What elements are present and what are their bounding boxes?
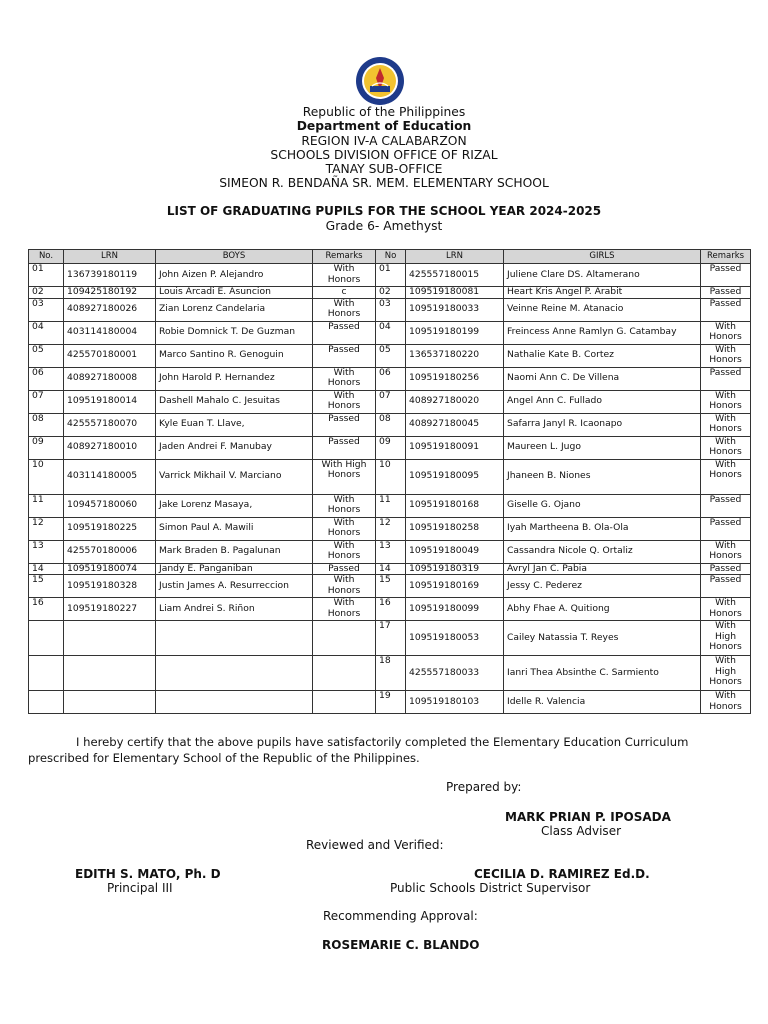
boys-lrn-cell: 425570180006 [64,540,156,563]
adviser-name: MARK PRIAN P. IPOSADA [505,810,671,824]
boys-number-cell: 11 [29,494,64,517]
boys-name-cell: Robie Domnick T. De Guzman [156,321,313,344]
girls-name-cell: Maureen L. Jugo [504,436,701,459]
girls-name-cell: Naomi Ann C. De Villena [504,367,701,390]
girls-lrn-cell: 425557180015 [406,264,504,287]
boys-name-cell: Marco Santino R. Genoguin [156,344,313,367]
table-row [29,517,751,540]
boys-name-cell: Jake Lorenz Masaya, [156,494,313,517]
boys-remarks-cell: Passed [313,436,376,459]
boys-lrn-cell: 425570180001 [64,344,156,367]
girls-number-cell: 05 [376,344,406,367]
boys-remarks-cell: Passed [313,321,376,344]
boys-number-cell: 12 [29,517,64,540]
girls-number-cell: 01 [376,264,406,287]
col-header-boys: BOYS [156,250,313,264]
boys-number-cell: 04 [29,321,64,344]
table-row [29,413,751,436]
boys-name-cell: Varrick Mikhail V. Marciano [156,459,313,494]
boys-number-cell: 10 [29,459,64,494]
letterhead [0,105,768,191]
boys-name-cell: Jandy E. Panganiban [156,563,313,575]
girls-name-cell: Cailey Natassia T. Reyes [504,621,701,656]
boys-remarks-cell: With Honors [313,298,376,321]
girls-lrn-cell: 109519180169 [406,575,504,598]
girls-lrn-cell: 109519180049 [406,540,504,563]
girls-remarks-cell: With Honors [701,344,751,367]
girls-lrn-cell: 109519180258 [406,517,504,540]
girls-number-cell: 16 [376,598,406,621]
region-line: REGION IV-A CALABARZON [301,133,467,148]
boys-name-cell [156,656,313,691]
document-title [0,204,768,233]
section-name: Grade 6- Amethyst [325,219,443,233]
girls-remarks-cell: With High Honors [701,656,751,691]
boys-name-cell: Justin James A. Resurreccion [156,575,313,598]
supervisor-title: Public Schools District Supervisor [390,881,591,895]
girls-name-cell: Cassandra Nicole Q. Ortaliz [504,540,701,563]
boys-name-cell: Louis Arcadi E. Asuncion [156,287,313,299]
boys-name-cell: John Harold P. Hernandez [156,367,313,390]
girls-lrn-cell: 109519180099 [406,598,504,621]
table-row [29,264,751,287]
boys-number-cell: 06 [29,367,64,390]
boys-remarks-cell: With Honors [313,367,376,390]
boys-number-cell: 14 [29,563,64,575]
girls-lrn-cell: 109519180053 [406,621,504,656]
boys-lrn-cell: 109457180060 [64,494,156,517]
girls-name-cell: Jhaneen B. Niones [504,459,701,494]
girls-remarks-cell: Passed [701,575,751,598]
table-row [29,390,751,413]
boys-lrn-cell [64,691,156,714]
boys-name-cell [156,691,313,714]
boys-name-cell [156,621,313,656]
girls-lrn-cell: 109519180256 [406,367,504,390]
girls-name-cell: Avryl Jan C. Pabia [504,563,701,575]
recommending-label: Recommending Approval: [323,909,478,923]
girls-lrn-cell: 109519180319 [406,563,504,575]
girls-number-cell: 18 [376,656,406,691]
girls-name-cell: Freincess Anne Ramlyn G. Catambay [504,321,701,344]
girls-number-cell: 19 [376,691,406,714]
girls-number-cell: 07 [376,390,406,413]
boys-lrn-cell: 408927180010 [64,436,156,459]
girls-lrn-cell: 109519180095 [406,459,504,494]
girls-number-cell: 12 [376,517,406,540]
girls-name-cell: Giselle G. Ojano [504,494,701,517]
boys-remarks-cell: With Honors [313,390,376,413]
girls-remarks-cell: With Honors [701,691,751,714]
boys-lrn-cell: 408927180008 [64,367,156,390]
girls-remarks-cell: Passed [701,367,751,390]
girls-remarks-cell: With Honors [701,436,751,459]
girls-name-cell: Veinne Reine M. Atanacio [504,298,701,321]
girls-number-cell: 13 [376,540,406,563]
girls-remarks-cell: With Honors [701,390,751,413]
girls-remarks-cell: With Honors [701,540,751,563]
col-header-boys-no: No. [29,250,64,264]
division-line: SCHOOLS DIVISION OFFICE OF RIZAL [270,147,498,162]
girls-remarks-cell: Passed [701,494,751,517]
girls-number-cell: 06 [376,367,406,390]
girls-remarks-cell: With Honors [701,321,751,344]
boys-lrn-cell: 425557180070 [64,413,156,436]
boys-remarks-cell: With Honors [313,264,376,287]
girls-name-cell: Angel Ann C. Fullado [504,390,701,413]
principal-name: EDITH S. MATO, Ph. D [75,867,221,881]
table-row [29,656,751,691]
boys-number-cell: 16 [29,598,64,621]
table-row [29,691,751,714]
girls-name-cell: Juliene Clare DS. Altamerano [504,264,701,287]
table-row [29,459,751,494]
girls-lrn-cell: 425557180033 [406,656,504,691]
table-row [29,563,751,575]
boys-number-cell: 01 [29,264,64,287]
col-header-girls-lrn: LRN [406,250,504,264]
table-row [29,367,751,390]
table-body [29,264,751,714]
boys-remarks-cell: With Honors [313,517,376,540]
girls-name-cell: Idelle R. Valencia [504,691,701,714]
girls-number-cell: 02 [376,287,406,299]
sub-office-line: TANAY SUB-OFFICE [325,162,443,177]
school-name-line: SIMEON R. BENDAÑA SR. MEM. ELEMENTARY SCHOOL [219,176,549,191]
boys-name-cell: Zian Lorenz Candelaria [156,298,313,321]
girls-remarks-cell: Passed [701,287,751,299]
col-header-girls-no: No [376,250,406,264]
boys-lrn-cell: 109519180227 [64,598,156,621]
girls-remarks-cell: Passed [701,264,751,287]
table-row [29,621,751,656]
girls-number-cell: 08 [376,413,406,436]
boys-name-cell: Mark Braden B. Pagalunan [156,540,313,563]
girls-lrn-cell: 109519180033 [406,298,504,321]
girls-remarks-cell: Passed [701,298,751,321]
boys-number-cell: 13 [29,540,64,563]
table-header-row [29,250,751,264]
girls-number-cell: 09 [376,436,406,459]
boys-remarks-cell: Passed [313,413,376,436]
boys-lrn-cell: 109519180074 [64,563,156,575]
table-row [29,298,751,321]
table-row [29,540,751,563]
boys-lrn-cell: 403114180005 [64,459,156,494]
table-row [29,598,751,621]
recommender-name: ROSEMARIE C. BLANDO [322,938,480,952]
girls-number-cell: 17 [376,621,406,656]
boys-number-cell: 09 [29,436,64,459]
boys-number-cell [29,656,64,691]
boys-name-cell: Jaden Andrei F. Manubay [156,436,313,459]
girls-number-cell: 15 [376,575,406,598]
boys-number-cell: 02 [29,287,64,299]
principal-title: Principal III [107,881,173,895]
girls-name-cell: Jessy C. Pederez [504,575,701,598]
boys-name-cell: Dashell Mahalo C. Jesuitas [156,390,313,413]
boys-remarks-cell: With High Honors [313,459,376,494]
girls-name-cell: Iyah Martheena B. Ola-Ola [504,517,701,540]
girls-number-cell: 10 [376,459,406,494]
girls-lrn-cell: 109519180103 [406,691,504,714]
adviser-title: Class Adviser [541,824,622,838]
boys-remarks-cell: With Honors [313,598,376,621]
boys-lrn-cell: 109519180225 [64,517,156,540]
republic-line: Republic of the Philippines [302,105,466,119]
table-row [29,494,751,517]
boys-number-cell: 15 [29,575,64,598]
boys-number-cell: 05 [29,344,64,367]
girls-lrn-cell: 109519180081 [406,287,504,299]
department-line: Department of Education [296,119,472,134]
boys-remarks-cell: With Honors [313,575,376,598]
boys-remarks-cell [313,621,376,656]
girls-remarks-cell: With Honors [701,459,751,494]
boys-name-cell: Simon Paul A. Mawili [156,517,313,540]
boys-number-cell: 07 [29,390,64,413]
boys-lrn-cell [64,621,156,656]
boys-remarks-cell [313,656,376,691]
boys-lrn-cell: 109519180328 [64,575,156,598]
boys-remarks-cell: Passed [313,344,376,367]
girls-lrn-cell: 408927180020 [406,390,504,413]
girls-remarks-cell: With Honors [701,598,751,621]
certification-text: I hereby certify that the above pupils have satisfactorily completed the Elementary Education Curriculum prescribed for Elementary School of the Republic of the Philippines. [28,735,689,765]
table-row [29,575,751,598]
girls-name-cell: Safarra Janyl R. Icaonapo [504,413,701,436]
girls-number-cell: 14 [376,563,406,575]
boys-number-cell [29,621,64,656]
reviewed-label: Reviewed and Verified: [306,838,444,852]
boys-lrn-cell: 109519180014 [64,390,156,413]
boys-lrn-cell: 408927180026 [64,298,156,321]
boys-remarks-cell: c [313,287,376,299]
girls-lrn-cell: 408927180045 [406,413,504,436]
girls-remarks-cell: With High Honors [701,621,751,656]
girls-remarks-cell: Passed [701,563,751,575]
col-header-boys-remarks: Remarks [313,250,376,264]
supervisor-name: CECILIA D. RAMIREZ Ed.D. [474,867,650,881]
certification-statement [28,734,744,766]
boys-lrn-cell: 109425180192 [64,287,156,299]
boys-number-cell [29,691,64,714]
col-header-girls-remarks: Remarks [701,250,751,264]
girls-lrn-cell: 109519180168 [406,494,504,517]
boys-remarks-cell [313,691,376,714]
col-header-boys-lrn: LRN [64,250,156,264]
list-title: LIST OF GRADUATING PUPILS FOR THE SCHOOL YEAR 2024-2025 [166,204,602,218]
girls-lrn-cell: 109519180199 [406,321,504,344]
graduating-pupils-table [28,249,751,714]
boys-name-cell: Kyle Euan T. Llave, [156,413,313,436]
girls-name-cell: Ianri Thea Absinthe C. Sarmiento [504,656,701,691]
girls-number-cell: 03 [376,298,406,321]
boys-name-cell: John Aizen P. Alejandro [156,264,313,287]
girls-remarks-cell: With Honors [701,413,751,436]
boys-number-cell: 03 [29,298,64,321]
girls-name-cell: Nathalie Kate B. Cortez [504,344,701,367]
girls-remarks-cell: Passed [701,517,751,540]
boys-number-cell: 08 [29,413,64,436]
girls-number-cell: 04 [376,321,406,344]
boys-name-cell: Liam Andrei S. Riñon [156,598,313,621]
prepared-label: Prepared by: [446,780,522,794]
table-row [29,436,751,459]
boys-remarks-cell: With Honors [313,494,376,517]
girls-name-cell: Heart Kris Angel P. Arabit [504,287,701,299]
table-row [29,287,751,299]
boys-lrn-cell: 136739180119 [64,264,156,287]
girls-name-cell: Abhy Fhae A. Quitiong [504,598,701,621]
boys-lrn-cell: 403114180004 [64,321,156,344]
table-row [29,321,751,344]
girls-number-cell: 11 [376,494,406,517]
girls-lrn-cell: 136537180220 [406,344,504,367]
table-row [29,344,751,367]
deped-seal-logo [355,56,405,106]
boys-remarks-cell: With Honors [313,540,376,563]
col-header-girls: GIRLS [504,250,701,264]
girls-lrn-cell: 109519180091 [406,436,504,459]
boys-remarks-cell: Passed [313,563,376,575]
boys-lrn-cell [64,656,156,691]
